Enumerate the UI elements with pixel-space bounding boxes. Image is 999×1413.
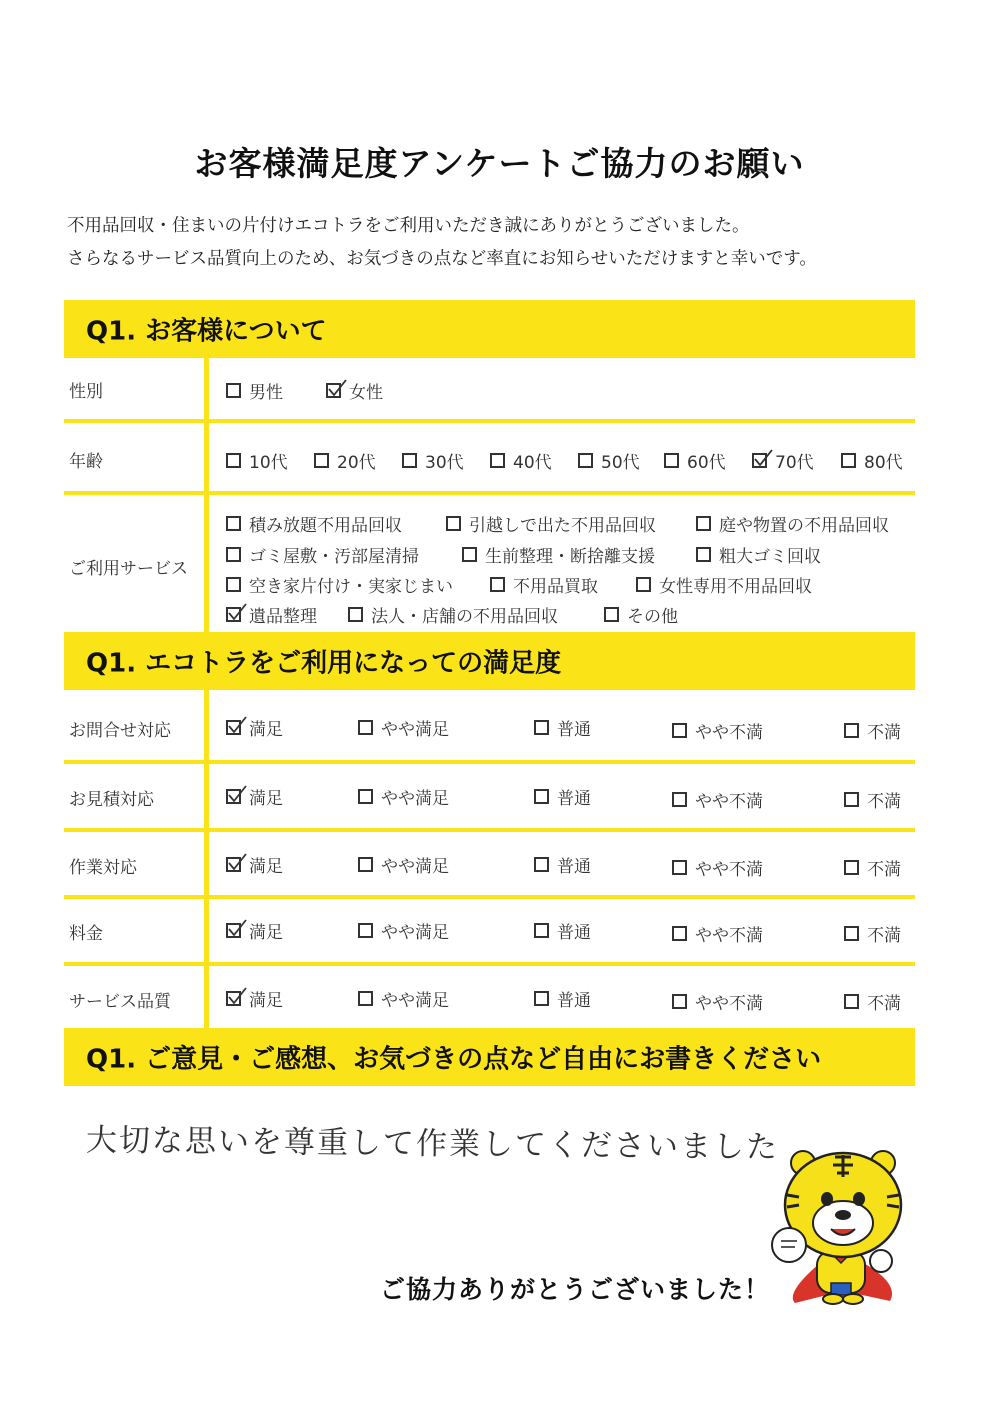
checkbox-icon[interactable]	[534, 720, 549, 735]
checkbox-option[interactable]	[672, 989, 763, 1014]
checkbox-option[interactable]	[534, 715, 591, 740]
checkbox-icon[interactable]	[672, 723, 687, 738]
checkbox-option[interactable]	[358, 784, 449, 809]
checkbox-icon[interactable]	[358, 857, 373, 872]
checkbox-icon[interactable]	[226, 607, 241, 622]
checkbox-label: 積み放題不用品回収	[249, 516, 402, 536]
checkbox-label: 不用品買取	[513, 577, 598, 597]
checkbox-label: その他	[627, 607, 678, 627]
checkbox-label: 満足	[249, 923, 283, 943]
checkbox-icon[interactable]	[226, 857, 241, 872]
checkbox-label: 満足	[249, 720, 283, 740]
checkbox-icon[interactable]	[664, 453, 679, 468]
checkbox-icon[interactable]	[358, 789, 373, 804]
checkmark-icon	[326, 379, 348, 399]
checkbox-icon[interactable]	[534, 923, 549, 938]
checkbox-option[interactable]	[578, 448, 640, 473]
checkbox-icon[interactable]	[358, 991, 373, 1006]
checkbox-label: 60代	[687, 453, 726, 473]
checkbox-icon[interactable]	[226, 516, 241, 531]
checkbox-option[interactable]	[844, 921, 901, 946]
checkbox-label: 普通	[557, 857, 591, 877]
age-label: 年齢	[69, 452, 103, 472]
checkbox-option[interactable]	[672, 921, 763, 946]
row-separator	[64, 828, 915, 832]
checkbox-label: やや満足	[381, 923, 449, 943]
section-satisfaction-title: Q1. エコトラをご利用になっての満足度	[86, 648, 562, 679]
rating-item-label: サービス品質	[69, 992, 171, 1012]
checkbox-icon[interactable]	[226, 453, 241, 468]
checkbox-label: 80代	[864, 453, 903, 473]
row-divider	[204, 690, 209, 1028]
checkbox-icon[interactable]	[226, 383, 241, 398]
checkbox-label: やや不満	[695, 994, 763, 1014]
checkbox-option[interactable]	[664, 448, 726, 473]
checkbox-option[interactable]	[841, 448, 903, 473]
checkbox-option[interactable]	[358, 715, 449, 740]
checkbox-option[interactable]	[226, 572, 453, 597]
checkbox-icon[interactable]	[226, 991, 241, 1006]
checkbox-icon[interactable]	[490, 453, 505, 468]
checkbox-icon[interactable]	[672, 926, 687, 941]
row-separator	[64, 760, 915, 764]
intro-line-2: さらなるサービス品質向上のため、お気づきの点など率直にお知らせいただけますと幸いです。	[67, 249, 817, 269]
checkbox-label: 法人・店舗の不用品回収	[371, 607, 558, 627]
checkmark-icon	[226, 919, 248, 939]
checkbox-option[interactable]	[226, 986, 283, 1011]
checkbox-label: 男性	[249, 383, 283, 403]
section-feedback-title: Q1. ご意見・ご感想、お気づきの点など自由にお書きください	[86, 1044, 822, 1075]
checkbox-option[interactable]	[844, 855, 901, 880]
checkbox-icon[interactable]	[578, 453, 593, 468]
checkbox-option[interactable]	[696, 542, 821, 567]
checkbox-icon[interactable]	[672, 792, 687, 807]
checkbox-icon[interactable]	[226, 720, 241, 735]
checkmark-icon	[226, 603, 248, 623]
checkbox-label: 不満	[867, 994, 901, 1014]
checkbox-option[interactable]	[226, 852, 283, 877]
checkmark-icon	[226, 987, 248, 1007]
checkbox-icon[interactable]	[490, 577, 505, 592]
checkbox-label: 女性専用不用品回収	[659, 577, 812, 597]
checkbox-icon[interactable]	[844, 926, 859, 941]
checkbox-option[interactable]	[226, 715, 283, 740]
checkbox-icon[interactable]	[462, 547, 477, 562]
checkbox-label: 満足	[249, 789, 283, 809]
checkbox-icon[interactable]	[446, 516, 461, 531]
checkbox-option[interactable]	[636, 572, 812, 597]
services-label: ご利用サービス	[69, 559, 188, 579]
rating-item-label: 作業対応	[69, 858, 137, 878]
checkbox-option[interactable]	[534, 918, 591, 943]
checkbox-label: 20代	[337, 453, 376, 473]
row-separator	[64, 491, 915, 495]
checkbox-option[interactable]	[752, 448, 814, 473]
checkbox-option[interactable]	[534, 852, 591, 877]
checkbox-label: 10代	[249, 453, 288, 473]
checkbox-label: やや不満	[695, 860, 763, 880]
section-feedback-band	[64, 1028, 915, 1086]
checkbox-icon[interactable]	[226, 789, 241, 804]
checkbox-option[interactable]	[604, 602, 678, 627]
checkbox-icon[interactable]	[696, 516, 711, 531]
checkbox-label: 不満	[867, 860, 901, 880]
checkbox-option[interactable]	[358, 918, 449, 943]
checkbox-icon[interactable]	[314, 453, 329, 468]
section-satisfaction-band	[64, 632, 915, 690]
checkbox-label: やや不満	[695, 792, 763, 812]
checkbox-label: ゴミ屋敷・汚部屋清掃	[249, 547, 419, 567]
checkbox-label: やや満足	[381, 789, 449, 809]
checkbox-option[interactable]	[844, 989, 901, 1014]
checkbox-option[interactable]	[358, 986, 449, 1011]
checkbox-icon[interactable]	[844, 792, 859, 807]
checkbox-icon[interactable]	[226, 547, 241, 562]
checkbox-label: やや満足	[381, 991, 449, 1011]
checkbox-option[interactable]	[446, 511, 656, 536]
checkbox-icon[interactable]	[326, 383, 341, 398]
checkbox-icon[interactable]	[844, 860, 859, 875]
checkbox-icon[interactable]	[604, 607, 619, 622]
checkbox-label: 不満	[867, 723, 901, 743]
checkbox-option[interactable]	[326, 378, 383, 403]
checkbox-label: 30代	[425, 453, 464, 473]
checkbox-option[interactable]	[534, 986, 591, 1011]
checkbox-icon[interactable]	[226, 577, 241, 592]
row-divider	[204, 358, 209, 632]
checkbox-label: 満足	[249, 991, 283, 1011]
checkbox-icon[interactable]	[534, 789, 549, 804]
checkbox-option[interactable]	[226, 542, 419, 567]
handwritten-comment: 大切な思いを尊重して作業してくださいました	[85, 1122, 780, 1166]
checkbox-option[interactable]	[672, 855, 763, 880]
checkbox-label: 普通	[557, 720, 591, 740]
checkbox-label: 生前整理・断捨離支援	[485, 547, 655, 567]
checkbox-label: 不満	[867, 926, 901, 946]
checkbox-label: 普通	[557, 789, 591, 809]
checkbox-option[interactable]	[844, 718, 901, 743]
checkbox-option[interactable]	[314, 448, 376, 473]
checkbox-icon[interactable]	[534, 991, 549, 1006]
checkmark-icon	[226, 785, 248, 805]
checkbox-label: 不満	[867, 792, 901, 812]
page-title: お客様満足度アンケートご協力のお願い	[194, 144, 805, 183]
checkbox-label: 40代	[513, 453, 552, 473]
checkbox-option[interactable]	[534, 784, 591, 809]
checkbox-option[interactable]	[226, 602, 317, 627]
checkmark-icon	[226, 853, 248, 873]
checkbox-label: 70代	[775, 453, 814, 473]
checkbox-option[interactable]	[490, 572, 598, 597]
thanks-message: ご協力ありがとうございました！	[380, 1275, 771, 1304]
row-separator	[64, 419, 915, 423]
checkbox-icon[interactable]	[841, 453, 856, 468]
checkbox-label: 引越しで出た不用品回収	[469, 516, 656, 536]
checkbox-label: やや満足	[381, 720, 449, 740]
checkbox-option[interactable]	[402, 448, 464, 473]
checkbox-option[interactable]	[672, 718, 763, 743]
checkbox-icon[interactable]	[844, 994, 859, 1009]
checkbox-option[interactable]	[358, 852, 449, 877]
checkbox-option[interactable]	[462, 542, 655, 567]
checkbox-option[interactable]	[348, 602, 558, 627]
checkbox-icon[interactable]	[402, 453, 417, 468]
section-customer-band	[64, 300, 915, 358]
checkbox-label: 庭や物置の不用品回収	[719, 516, 889, 536]
checkmark-icon	[752, 449, 774, 469]
checkbox-option[interactable]	[844, 787, 901, 812]
row-separator	[64, 962, 915, 966]
checkbox-option[interactable]	[696, 511, 889, 536]
checkbox-icon[interactable]	[348, 607, 363, 622]
checkbox-label: 普通	[557, 991, 591, 1011]
checkbox-label: 粗大ゴミ回収	[719, 547, 821, 567]
section-customer-title: Q1. お客様について	[86, 316, 327, 347]
checkbox-icon[interactable]	[672, 860, 687, 875]
checkbox-icon[interactable]	[636, 577, 651, 592]
checkbox-label: やや不満	[695, 926, 763, 946]
checkbox-option[interactable]	[226, 918, 283, 943]
checkbox-icon[interactable]	[226, 923, 241, 938]
checkbox-option[interactable]	[226, 448, 288, 473]
checkbox-icon[interactable]	[358, 720, 373, 735]
checkbox-icon[interactable]	[672, 994, 687, 1009]
checkbox-icon[interactable]	[696, 547, 711, 562]
checkbox-label: 遺品整理	[249, 607, 317, 627]
checkbox-icon[interactable]	[534, 857, 549, 872]
rating-item-label: お問合せ対応	[69, 721, 171, 741]
checkbox-label: 満足	[249, 857, 283, 877]
checkbox-label: 50代	[601, 453, 640, 473]
checkbox-option[interactable]	[672, 787, 763, 812]
checkbox-option[interactable]	[226, 784, 283, 809]
checkbox-icon[interactable]	[844, 723, 859, 738]
rating-item-label: 料金	[69, 924, 103, 944]
checkbox-option[interactable]	[226, 511, 402, 536]
rating-item-label: お見積対応	[69, 790, 154, 810]
checkbox-icon[interactable]	[358, 923, 373, 938]
checkbox-label: 空き家片付け・実家じまい	[249, 577, 453, 597]
checkbox-label: やや不満	[695, 723, 763, 743]
checkbox-icon[interactable]	[752, 453, 767, 468]
checkbox-label: やや満足	[381, 857, 449, 877]
intro-line-1: 不用品回収・住まいの片付けエコトラをご利用いただき誠にありがとうございました。	[67, 216, 750, 236]
checkbox-label: 女性	[349, 383, 383, 403]
checkmark-icon	[226, 716, 248, 736]
checkbox-option[interactable]	[226, 378, 283, 403]
gender-label: 性別	[69, 382, 103, 402]
checkbox-label: 普通	[557, 923, 591, 943]
row-separator	[64, 895, 915, 899]
tiger-mascot-icon	[765, 1143, 915, 1305]
checkbox-option[interactable]	[490, 448, 552, 473]
